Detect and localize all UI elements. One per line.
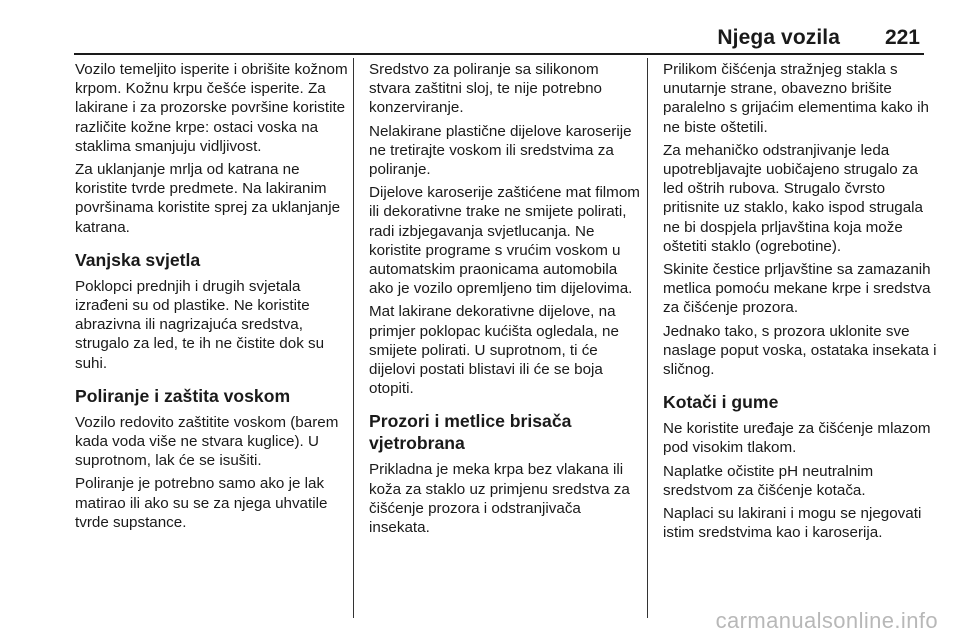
paragraph: Jednako tako, s prozora uklonite sve naslage poput voska, ostataka insekata i sličnog. <box>663 322 937 379</box>
header-rule <box>74 53 924 55</box>
heading-exterior-lights: Vanjska svjetla <box>75 249 201 270</box>
paragraph: Naplatke očistite pH neutralnim sredstvom za čišćenje kotača. <box>663 462 874 499</box>
page-number: 221 <box>884 26 920 49</box>
section-title: Njega vozila <box>717 26 840 49</box>
watermark: carmanualsonline.info <box>715 608 938 633</box>
paragraph: Ne koristite uređaje za čišćenje mlazom pod visokim tlakom. <box>663 420 931 457</box>
paragraph: Vozilo temeljito isperite i obrišite kožnom krpom. Kožnu krpu češće isperite. Za lakirane i za prozorske površine koristite različite kožne krpe: ostaci voska na staklima smanjuju vidljivost. <box>75 61 348 155</box>
paragraph: Naplaci su lakirani i mogu se njegovati istim sredstvima kao i karoserija. <box>663 505 922 542</box>
text-column-2 <box>369 60 644 541</box>
heading-wheels-tyres: Kotači i gume <box>663 392 779 413</box>
paragraph: Vozilo redovito zaštitite voskom (barem kada voda više ne stvara kuglice). U suprotnom, lak će se isušiti. <box>75 413 339 470</box>
text-column-1 <box>75 60 350 536</box>
text-column-3 <box>663 60 938 546</box>
paragraph: Poliranje je potrebno samo ako je lak matirao ili ako su se za njega uhvatile tvrde supstance. <box>75 475 328 531</box>
paragraph: Prikladna je meka krpa bez vlakana ili koža za staklo uz primjenu sredstva za čišćenje prozora i odstranjivača insekata. <box>369 461 630 537</box>
heading-windows-wipers: Prozori i metlice brisača vjetrobrana <box>369 411 572 454</box>
heading-polishing-waxing: Poliranje i zaštita voskom <box>75 385 291 406</box>
paragraph: Za uklanjanje mrlja od katrana ne koristite tvrde predmete. Na lakiranim površinama koristite sprej za uklanjanje katrana. <box>75 161 341 236</box>
paragraph: Mat lakirane dekorativne dijelove, na primjer poklopac kućišta ogledala, ne smijete polirati. U suprotnom, ti će dijelovi postati blistavi ili će se boja otopiti. <box>369 303 619 398</box>
paragraph: Dijelove karoserije zaštićene mat filmom ili dekorativne trake ne smijete polirati, radi izbjegavanja svjetlucanja. Ne koristite programe s vrućim voskom u automatskim praonicama automobila ako je vozilo opremljeno tim dijelovima. <box>369 184 640 298</box>
column-divider-1 <box>353 58 354 618</box>
paragraph: Sredstvo za poliranje sa silikonom stvara zaštitni sloj, te nije potrebno konzerviranje. <box>369 61 602 117</box>
paragraph: Prilikom čišćenja stražnjeg stakla s unutarnje strane, obavezno brišite paralelno s grijaćim elementima kako ih ne biste oštetili. <box>663 61 929 136</box>
paragraph: Poklopci prednjih i drugih svjetala izrađeni su od plastike. Ne koristite abrazivna ili nagrizajuća sredstva, strugalo za led, te ih ne čistite dok su suhi. <box>75 277 325 372</box>
paragraph: Za mehaničko odstranjivanje leda upotrebljavajte uobičajeno strugalo za led oštrih rubova. Strugalo čvrsto pritisnite uz staklo, kako ispod strugala ne bi dospjela prljavština koja može oštetiti staklo (ogrebotine). <box>663 141 924 255</box>
page-header <box>0 0 960 56</box>
paragraph: Nelakirane plastične dijelove karoserije ne tretirajte voskom ili sredstvima za poliranje. <box>369 122 632 179</box>
paragraph: Skinite čestice prljavštine sa zamazanih metlica pomoću mekane krpe i sredstva za čišćenje prozora. <box>663 261 931 317</box>
column-divider-2 <box>647 58 648 618</box>
